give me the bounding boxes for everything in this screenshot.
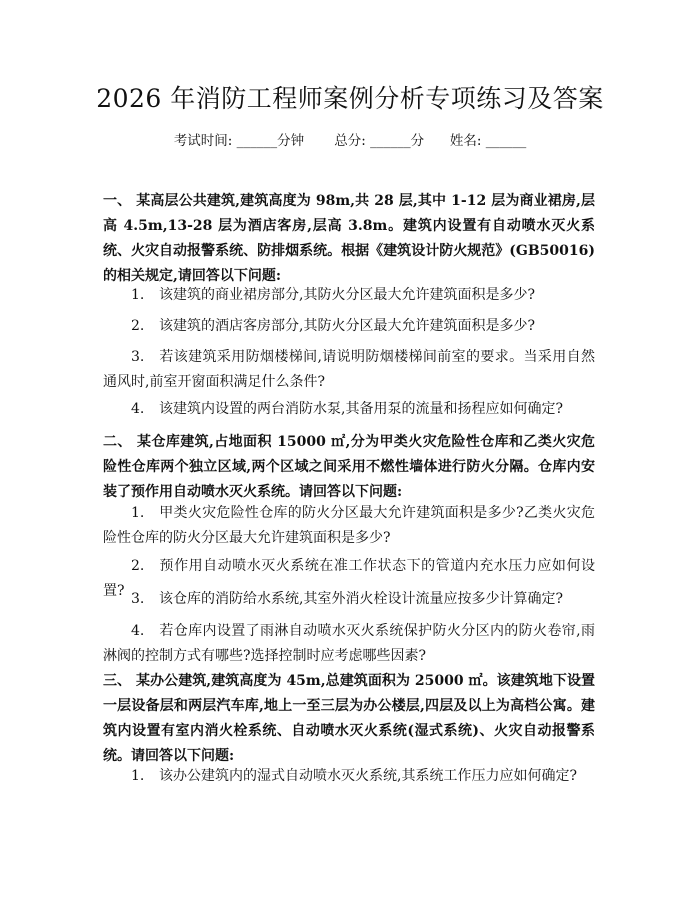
question-number: 3. — [131, 349, 145, 365]
question-number: 4. — [131, 401, 145, 417]
exam-time-label: 考试时间: — [173, 133, 233, 149]
section-3-question-1 — [103, 764, 595, 789]
total-score-label: 总分: — [334, 133, 366, 149]
section-1-heading: 一、 某高层公共建筑,建筑高度为 98m,共 28 层,其中 1-12 层为商业裙房,层高 4.5m,13-28 层为酒店客房,层高 3.8m。建筑内设置有自动喷水灭火系统、火灾自动报警系统、防排烟系统。根据《建筑设计防火规范》(GB50016)的相关规定,请回答以下问题: — [103, 193, 595, 284]
question-text: 该仓库的消防给水系统,其室外消火栓设计流量应按多少计算确定? — [159, 591, 563, 607]
exam-time-unit: 分钟 — [277, 133, 305, 149]
question-text: 该建筑内设置的两台消防水泵,其备用泵的流量和扬程应如何确定? — [159, 401, 563, 417]
question-text: 甲类火灾危险性仓库的防火分区最大允许建筑面积是多少?乙类火灾危险性仓库的防火分区最大允许建筑面积是多少? — [103, 505, 595, 546]
name-label: 姓名: — [449, 133, 482, 149]
section-1-question-3 — [103, 345, 595, 395]
section-1-question-4 — [103, 397, 595, 422]
section-1-question-1 — [103, 283, 595, 308]
question-number: 1. — [131, 287, 145, 303]
question-text: 该办公建筑内的湿式自动喷水灭火系统,其系统工作压力应如何确定? — [159, 768, 577, 784]
section-2-question-1 — [103, 501, 595, 551]
question-number: 4. — [131, 623, 145, 639]
section-2-question-3 — [103, 587, 595, 612]
question-text: 该建筑的酒店客房部分,其防火分区最大允许建筑面积是多少? — [159, 318, 535, 334]
name-blank: ______ — [485, 133, 527, 149]
question-text: 若仓库内设置了雨淋自动喷水灭火系统保护防火分区内的防火卷帘,雨淋阀的控制方式有哪些?选择控制时应考虑哪些因素? — [103, 623, 595, 664]
question-text: 若该建筑采用防烟楼梯间,请说明防烟楼梯间前室的要求。当采用自然通风时,前室开窗面积满足什么条件? — [103, 349, 595, 390]
question-number: 1. — [131, 505, 145, 521]
question-number: 2. — [131, 558, 145, 574]
total-score-blank: ______ — [370, 133, 411, 149]
question-number: 3. — [131, 591, 145, 607]
question-text: 预作用自动喷水灭火系统在准工作状态下的管道内充水压力应如何设置? — [103, 558, 595, 599]
exam-time-blank: ______ — [236, 133, 278, 149]
question-text: 该建筑的商业裙房部分,其防火分区最大允许建筑面积是多少? — [159, 287, 535, 303]
document-title: 2026 年消防工程师案例分析专项练习及答案 — [96, 84, 604, 113]
total-score-unit: 分 — [410, 133, 425, 149]
question-number: 2. — [131, 318, 145, 334]
question-number: 1. — [131, 768, 145, 784]
section-2-heading: 二、 某仓库建筑,占地面积 15000 ㎡,分为甲类火灾危险性仓库和乙类火灾危险性仓库两个独立区域,两个区域之间采用不燃性墙体进行防火分隔。仓库内安装了预作用自动喷水灭火系统。请回答以下问题: — [103, 434, 595, 500]
exam-info-line — [0, 131, 700, 151]
section-1-question-2 — [103, 314, 595, 339]
section-2-question-4 — [103, 619, 595, 669]
section-3-heading: 三、 某办公建筑,建筑高度为 45m,总建筑面积为 25000 ㎡。该建筑地下设置一层设备层和两层汽车库,地上一至三层为办公楼层,四层及以上为高档公寓。建筑内设置有室内消火栓系统、自动喷水灭火系统(湿式系统)、火灾自动报警系统。请回答以下问题: — [103, 673, 595, 764]
